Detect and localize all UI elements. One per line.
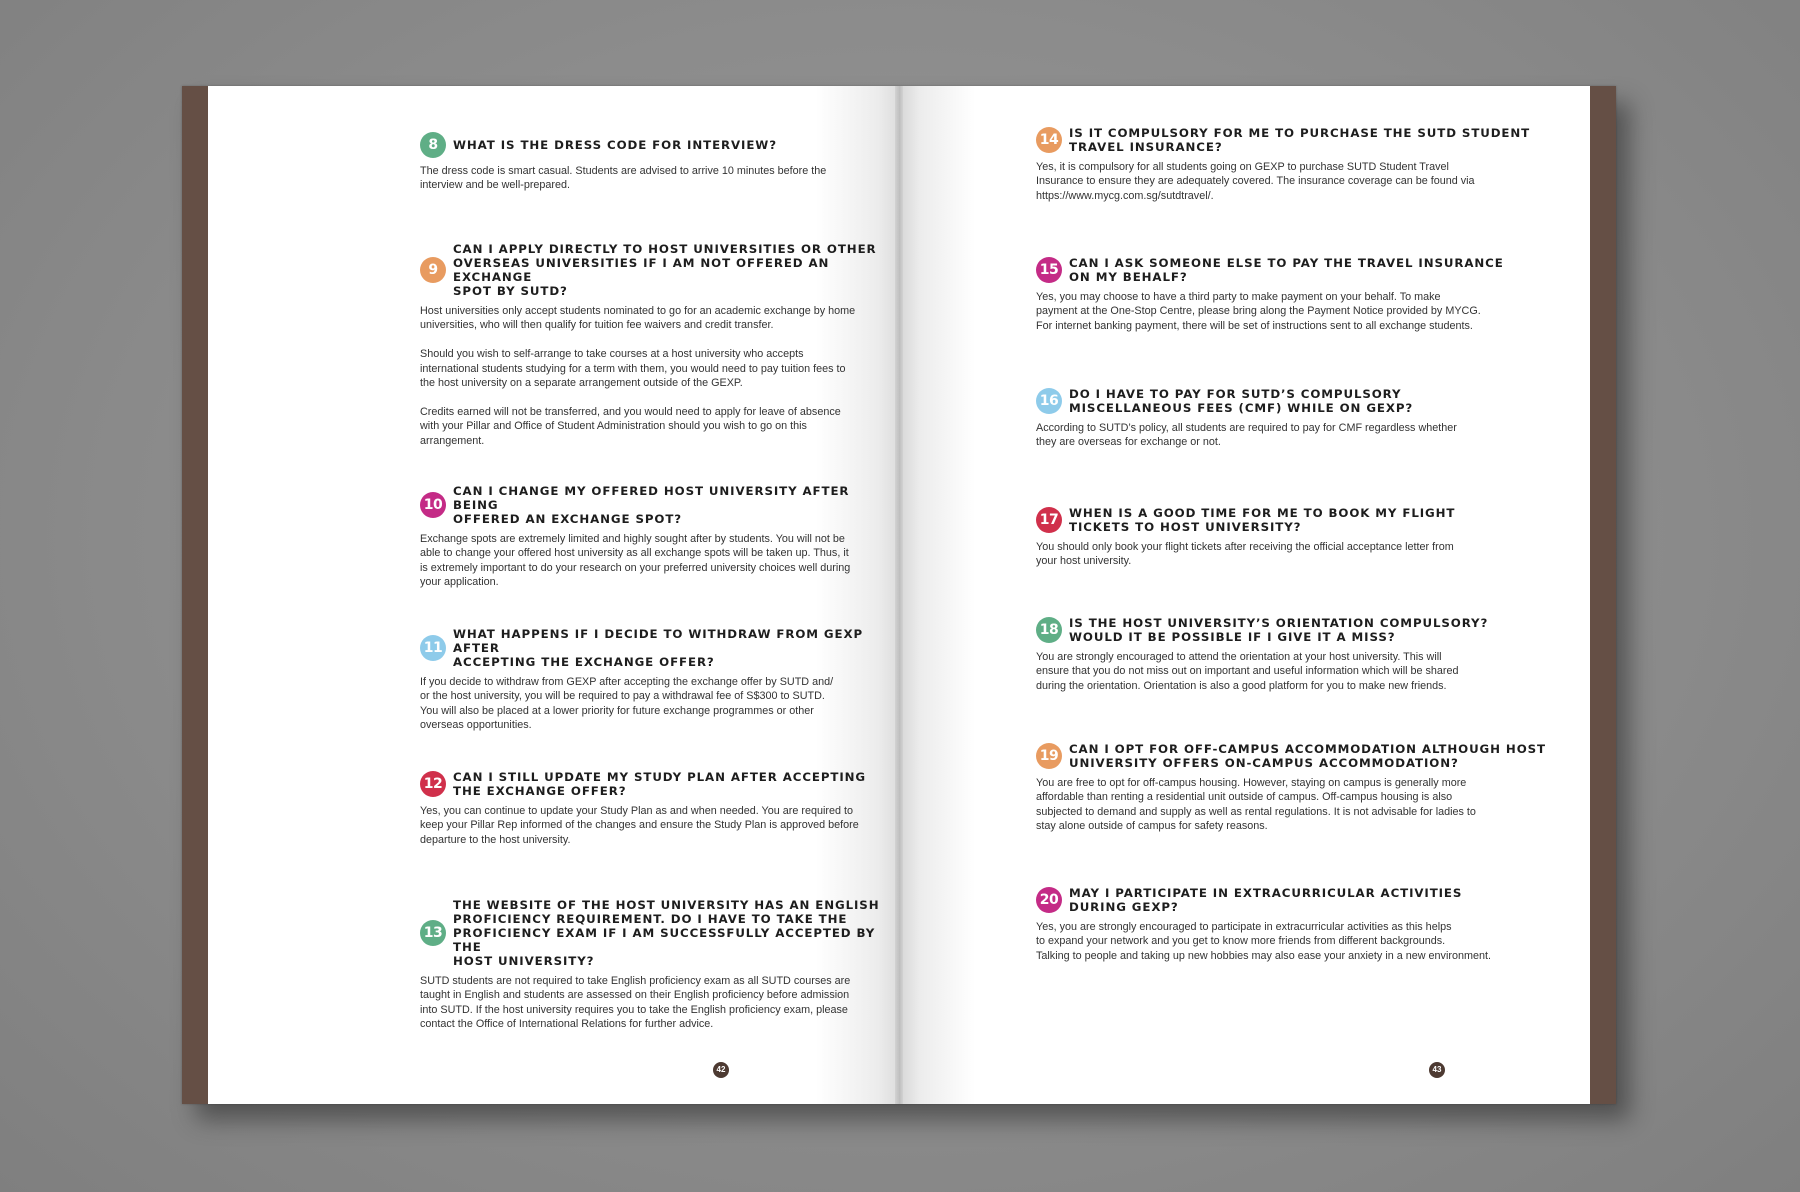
faq-item-18 [1036, 616, 1488, 693]
spine-gutter [895, 86, 903, 1104]
question-row [1036, 387, 1457, 415]
question-number-badge: 10 [420, 492, 446, 518]
faq-item-20 [1036, 886, 1491, 963]
answer-text: Yes, it is compulsory for all students going on GEXP to purchase SUTD Student Travel Insurance to ensure they are adequately covered. The insurance coverage can be found via https://www.mycg.com.sg/sutdtravel/. [1036, 161, 1475, 202]
question-row [420, 132, 826, 158]
question-number-badge: 14 [1036, 127, 1062, 153]
question-number-badge: 12 [420, 771, 446, 797]
question-heading: CAN I CHANGE MY OFFERED HOST UNIVERSITY AFTER BEING OFFERED AN EXCHANGE SPOT? [453, 484, 850, 526]
question-number-badge: 8 [420, 132, 446, 158]
answer-text: You are strongly encouraged to attend the orientation at your host university. This will ensure that you do not miss out on important and useful information which will be shared during the orientation. Orientation is also a good platform for you to make new friends. [1036, 651, 1459, 692]
question-row [420, 627, 899, 669]
question-number-badge: 17 [1036, 507, 1062, 533]
faq-item-19 [1036, 742, 1546, 834]
faq-item-16 [1036, 387, 1457, 450]
left-cover-edge [182, 86, 208, 1104]
answer-text: Host universities only accept students nominated to go for an academic exchange by home universities, who will then qualify for tuition fee waivers and credit transfer. Should you wish to self-arrange to take courses at a host university who accepts international students studying for a term with them, you would need to pay tuition fees to the host university on a separate arrangement outside of the GEXP. Credits earned will not be transferred, and you would need to apply for leave of absence with your Pillar and Office of Student Administration should you wish to go on this arrangement. [420, 305, 856, 447]
page-number: 42 [713, 1062, 729, 1078]
question-heading: MAY I PARTICIPATE IN EXTRACURRICULAR ACTIVITIES DURING GEXP? [1069, 886, 1463, 914]
faq-item-12 [420, 770, 866, 847]
question-row [420, 770, 866, 798]
question-row [420, 242, 899, 298]
question-row [1036, 742, 1546, 770]
question-row [420, 898, 899, 968]
question-number-badge: 9 [420, 257, 446, 283]
question-number-badge: 15 [1036, 257, 1062, 283]
answer-text: You should only book your flight tickets after receiving the official acceptance letter from your host university. [1036, 541, 1454, 568]
left-page [208, 86, 899, 1104]
question-number-badge: 19 [1036, 743, 1062, 769]
answer-text: SUTD students are not required to take English proficiency exam as all SUTD courses are taught in English and students are assessed on their English proficiency before admission into SUTD. If the host university requires you to take the English proficiency exam, please contact the Office of International Relations for further advice. [420, 975, 851, 1031]
question-row [1036, 126, 1530, 154]
answer-text: Yes, you may choose to have a third party to make payment on your behalf. To make payment at the One-Stop Centre, please bring along the Payment Notice provided by MYCG. For internet banking payment, there will be set of instructions sent to all exchange students. [1036, 291, 1481, 332]
question-row [1036, 256, 1504, 284]
answer-text: The dress code is smart casual. Students are advised to arrive 10 minutes before the interview and be well-prepared. [420, 165, 827, 192]
answer-text: Yes, you can continue to update your Study Plan as and when needed. You are required to keep your Pillar Rep informed of the changes and ensure the Study Plan is approved before departure to the host university. [420, 805, 859, 846]
question-number-badge: 13 [420, 920, 446, 946]
question-heading: CAN I OPT FOR OFF-CAMPUS ACCOMMODATION ALTHOUGH HOST UNIVERSITY OFFERS ON-CAMPUS ACCOMMODATION? [1069, 742, 1546, 770]
question-number-badge: 18 [1036, 617, 1062, 643]
question-heading: CAN I STILL UPDATE MY STUDY PLAN AFTER ACCEPTING THE EXCHANGE OFFER? [453, 770, 866, 798]
faq-item-11 [420, 627, 899, 733]
question-row [1036, 616, 1488, 644]
question-heading: THE WEBSITE OF THE HOST UNIVERSITY HAS AN ENGLISH PROFICIENCY REQUIREMENT. DO I HAVE TO TAKE THE PROFICIENCY EXAM IF I AM SUCCESSFULLY ACCEPTED BY THE HOST UNIVERSITY? [453, 898, 880, 968]
answer-text: Yes, you are strongly encouraged to participate in extracurricular activities as this helps to expand your network and you get to know more friends from different backgrounds. Talking to people and taking up new hobbies may also ease your anxiety in a new environment. [1036, 921, 1491, 962]
faq-item-9 [420, 242, 899, 448]
answer-text: If you decide to withdraw from GEXP after accepting the exchange offer by SUTD and/ or the host university, you will be required to pay a withdrawal fee of S$300 to SUTD. You will also be placed at a lower priority for future exchange programmes or other overseas opportunities. [420, 676, 834, 732]
answer-text: Exchange spots are extremely limited and highly sought after by students. You will not be able to change your offered host university as all exchange spots will be taken up. Thus, it is extremely important to do your research on your preferred university choices well during your application. [420, 533, 851, 589]
question-heading: CAN I APPLY DIRECTLY TO HOST UNIVERSITIES OR OTHER OVERSEAS UNIVERSITIES IF I AM NOT OFFERED AN EXCHANGE SPOT BY SUTD? [453, 242, 877, 298]
answer-text: According to SUTD’s policy, all students are required to pay for CMF regardless whether they are overseas for exchange or not. [1036, 422, 1457, 449]
question-row [1036, 506, 1455, 534]
question-row [1036, 886, 1491, 914]
question-heading: WHAT IS THE DRESS CODE FOR INTERVIEW? [453, 138, 777, 152]
right-page [899, 86, 1590, 1104]
question-number-badge: 20 [1036, 887, 1062, 913]
faq-item-17 [1036, 506, 1455, 569]
answer-text: You are free to opt for off-campus housing. However, staying on campus is generally more affordable than renting a residential unit outside of campus. Off-campus housing is also subjected to demand and supply as well as rental regulations. It is not advisable for ladies to stay alone outside of campus for safety reasons. [1036, 777, 1476, 833]
booklet-spread [182, 86, 1616, 1104]
question-heading: IS IT COMPULSORY FOR ME TO PURCHASE THE SUTD STUDENT TRAVEL INSURANCE? [1069, 126, 1531, 154]
faq-item-15 [1036, 256, 1504, 333]
question-heading: IS THE HOST UNIVERSITY’S ORIENTATION COMPULSORY? WOULD IT BE POSSIBLE IF I GIVE IT A MISS? [1069, 616, 1489, 644]
question-heading: DO I HAVE TO PAY FOR SUTD’S COMPULSORY MISCELLANEOUS FEES (CMF) WHILE ON GEXP? [1069, 387, 1414, 415]
question-number-badge: 16 [1036, 388, 1062, 414]
question-row [420, 484, 899, 526]
right-cover-edge [1590, 86, 1616, 1104]
page-number: 43 [1429, 1062, 1445, 1078]
question-heading: WHEN IS A GOOD TIME FOR ME TO BOOK MY FLIGHT TICKETS TO HOST UNIVERSITY? [1069, 506, 1456, 534]
faq-item-14 [1036, 126, 1530, 203]
question-heading: WHAT HAPPENS IF I DECIDE TO WITHDRAW FROM GEXP AFTER ACCEPTING THE EXCHANGE OFFER? [453, 627, 863, 669]
question-heading: CAN I ASK SOMEONE ELSE TO PAY THE TRAVEL INSURANCE ON MY BEHALF? [1069, 256, 1504, 284]
faq-item-13 [420, 898, 899, 1032]
faq-item-8 [420, 132, 826, 193]
faq-item-10 [420, 484, 899, 590]
question-number-badge: 11 [420, 635, 446, 661]
